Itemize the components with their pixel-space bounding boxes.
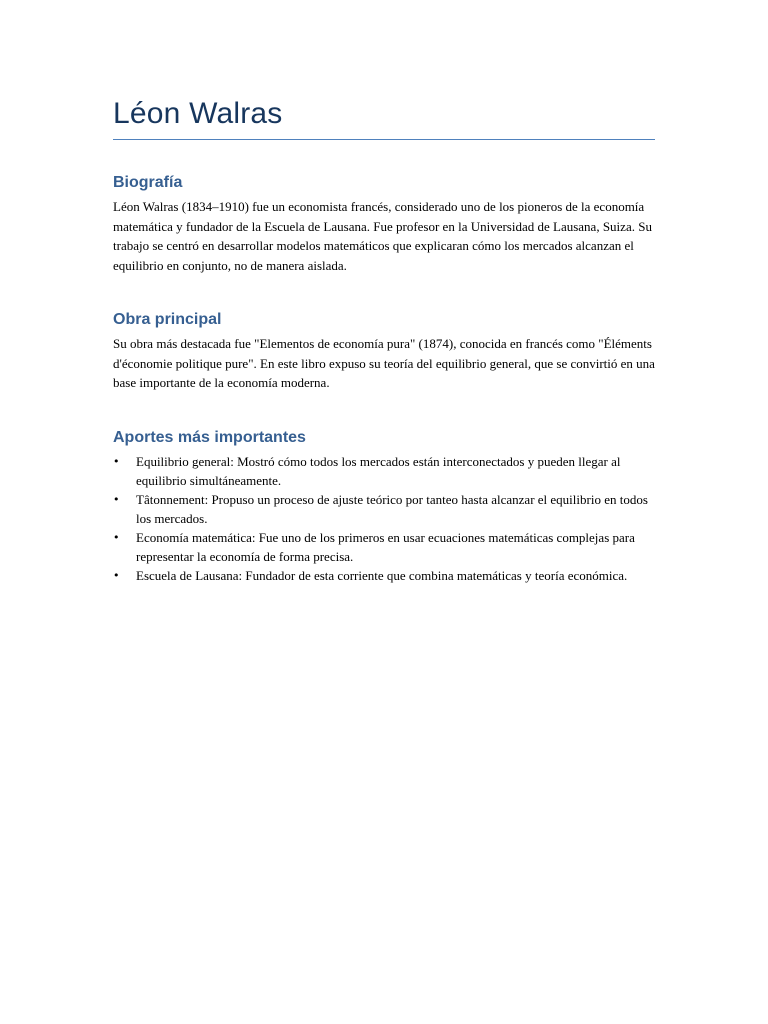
list-item-text: Equilibrio general: Mostró cómo todos los mercados están interconectados y pueden llegar al equilibrio simultáneamente. <box>136 453 621 488</box>
bullet-icon: • <box>113 492 120 506</box>
document-title: Léon Walras <box>113 97 283 130</box>
aportes-bullet-list <box>113 452 655 585</box>
section-biografia <box>113 173 655 275</box>
section-text-obra-principal: Su obra más destacada fue "Elementos de economía pura" (1874), conocida en francés como "Éléments d'économie politique pure". En este libro expuso su teoría del equilibrio general, que se convirtió en una base importante de la economía moderna. <box>113 336 655 390</box>
list-item-text: Economía matemática: Fue uno de los primeros en usar ecuaciones matemáticas complejas para representar la economía de forma precisa. <box>136 529 635 564</box>
list-item <box>113 566 655 585</box>
section-heading-aportes: Aportes más importantes <box>113 428 306 446</box>
section-text-biografia: Léon Walras (1834–1910) fue un economista francés, considerado uno de los pioneros de la economía matemática y fundador de la Escuela de Lausana. Fue profesor en la Universidad de Lausana, Suiza. Su trabajo se centró en desarrollar modelos matemáticos que explicaran cómo los mercados alcanzan el equilibrio en conjunto, no de manera aislada. <box>113 199 652 273</box>
bullet-icon: • <box>113 454 120 468</box>
section-obra-principal <box>113 310 655 393</box>
list-item <box>113 452 655 490</box>
list-item-text: Tâtonnement: Propuso un proceso de ajuste teórico por tanteo hasta alcanzar el equilibrio en todos los mercados. <box>136 491 648 526</box>
list-item <box>113 528 655 566</box>
list-item <box>113 490 655 528</box>
section-heading-biografia: Biografía <box>113 174 183 191</box>
section-heading-obra-principal: Obra principal <box>113 311 222 328</box>
title-underline-divider <box>113 139 655 140</box>
list-item-text: Escuela de Lausana: Fundador de esta corriente que combina matemáticas y teoría económica. <box>136 567 628 583</box>
section-aportes <box>113 428 655 585</box>
bullet-icon: • <box>113 568 120 582</box>
bullet-icon: • <box>113 530 120 544</box>
